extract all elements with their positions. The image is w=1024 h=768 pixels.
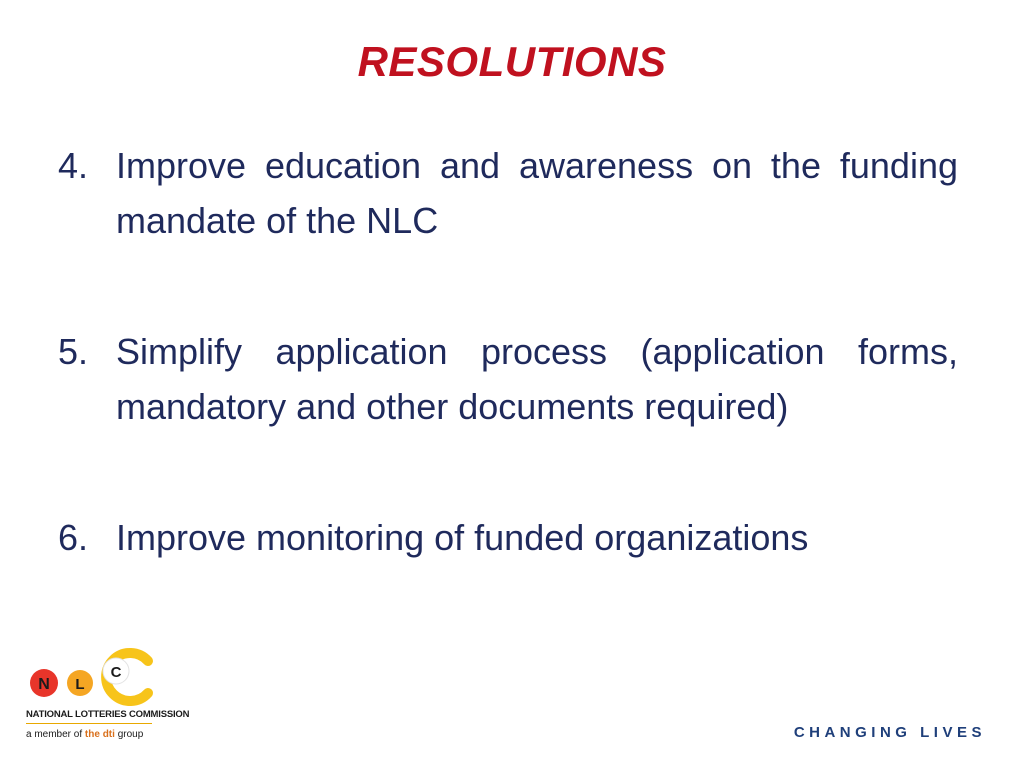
item-number: 4. — [58, 145, 89, 186]
nlc-logo-mark — [26, 645, 166, 709]
tagline: CHANGING LIVES — [793, 724, 986, 741]
logo-member-group: the dti — [84, 729, 115, 740]
logo-organization-name: NATIONAL LOTTERIES COMMISSION — [26, 709, 190, 720]
logo-member-line — [26, 729, 143, 740]
logo-c-letter: C — [110, 664, 122, 681]
logo-member-suffix: group — [114, 729, 144, 740]
item-number: 5. — [58, 331, 89, 372]
item-text: Simplify application process (application forms, mandatory and other documents required) — [116, 331, 958, 427]
list-item — [58, 138, 958, 248]
logo-n-letter: N — [38, 676, 50, 693]
nlc-logo — [26, 645, 190, 750]
logo-member-prefix: a member of — [26, 729, 85, 740]
item-text: Improve monitoring of funded organizations — [116, 517, 809, 558]
list-item — [58, 510, 958, 565]
slide-title: RESOLUTIONS — [357, 38, 667, 85]
logo-divider — [26, 723, 152, 724]
resolutions-list — [58, 138, 958, 565]
list-item — [58, 324, 958, 434]
item-number: 6. — [58, 517, 89, 558]
item-text: Improve education and awareness on the funding mandate of the NLC — [116, 145, 958, 241]
logo-l-letter: L — [75, 676, 85, 693]
